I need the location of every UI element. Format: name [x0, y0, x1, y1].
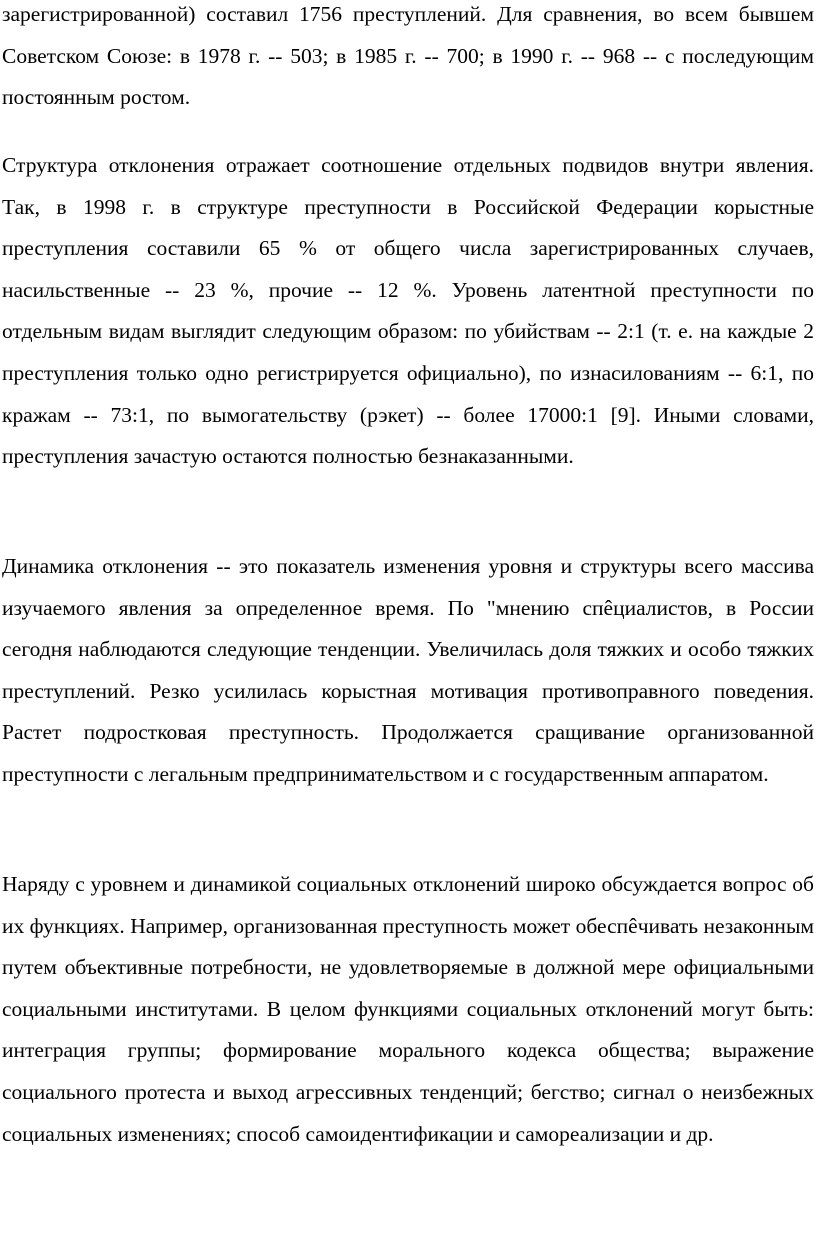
paragraph-crime-level-comparison: зарегистрированной) составил 1756 преступлений. Для сравнения, во всем бывшем Советском Союзе: в 1978 г. -- 503; в 1985 г. -- 700; в 1990 г. -- 968 -- с последующим постоянным ростом. — [2, 2, 814, 110]
paragraph-deviation-dynamics: Динамика отклонения -- это показатель изменения уровня и структуры всего массива изучаемого явления за определенное время. По "мнению спêциалистов, в России сегодня наблюдаются следующие тенденции. Увеличилась доля тяжких и особо тяжких преступлений. Резко усилилась корыстная мотивация противоправного поведения. Растет подростковая преступность. Продолжается сращивание организованной преступности с легальным предпринимательством и с государственным аппаратом. — [2, 554, 814, 786]
paragraph-deviation-functions: Наряду с уровнем и динамикой социальных отклонений широко обсуждается вопрос об их функциях. Например, организованная преступность может обеспêчивать незаконным путем объективные потребности, не удовлетворяемые в должной мере официальными социальными институтами. В целом функциями социальных отклонений могут быть: интеграция группы; формирование морального кодекса общества; выражение социального протеста и выход агрессивных тенденций; бегство; сигнал о неизбежных социальных изменениях; способ самоидентификации и самореализации и др. — [2, 872, 814, 1146]
paragraph-deviation-structure: Структура отклонения отражает соотношение отдельных подвидов внутри явления. Так, в 1998 г. в структуре преступности в Российской Федерации корыстные преступления составили 65 % от общего числа зарегистрированных случаев, насильственные -- 23 %, прочие -- 12 %. Уровень латентной преступности по отдельным видам выглядит следующим образом: по убийствам -- 2:1 (т. е. на каждые 2 преступления только одно регистрируется официально), по изнасилованиям -- 6:1, по кражам -- 73:1, по вымогательству (рэкет) -- более 17000:1 [9]. Иными словами, преступления зачастую остаются полностью безнаказанными. — [2, 153, 814, 469]
